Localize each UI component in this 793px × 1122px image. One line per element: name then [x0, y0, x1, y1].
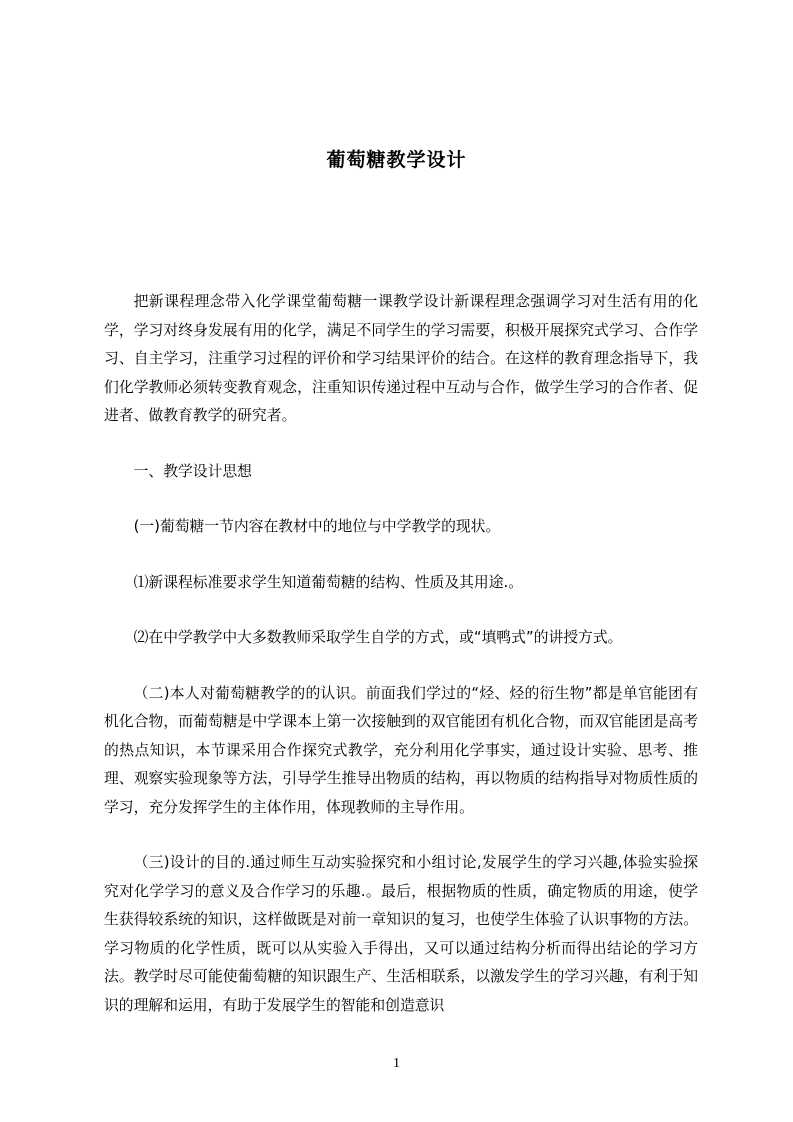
- intro-paragraph: 把新课程理念带入化学课堂葡萄糖一课教学设计新课程理念强调学习对生活有用的化学，学习对终身发展有用的化学，满足不同学生的学习需要，积极开展探究式学习、合作学习、自主学习，注重学习过程的评价和学习结果评价的结合。在这样的教育理念指导下，我们化学教师必须转变教育观念，注重知识传递过程中互动与合作，做学生学习的合作者、促进者、做教育教学的研究者。: [104, 293, 698, 424]
- subsection-paragraph-2: （二)本人对葡萄糖教学的的认识。前面我们学过的“烃、烃的衍生物”都是单官能团有机化合物，而葡萄糖是中学课本上第一次接触到的双官能团有机化合物，而双官能团是高考的热点知识，本节课采用合作探究式教学，充分利用化学事实，通过设计实验、思考、推理、观察实验现象等方法，引导学生推导出物质的结构，再以物质的结构指导对物质性质的学习，充分发挥学生的主体作用，体现教师的主导作用。: [104, 684, 698, 816]
- list-item-1: ⑴新课程标准要求学生知道葡萄糖的结构、性质及其用途.。: [133, 573, 524, 591]
- spacer: [104, 597, 698, 624]
- spacer: [104, 542, 698, 569]
- document-body: [104, 288, 698, 1020]
- page-number: 1: [393, 1056, 400, 1071]
- spacer: [104, 431, 698, 458]
- spacer: [104, 486, 698, 513]
- subsection-paragraph-3: （三)设计的目的.通过师生互动实验探究和小组讨论,发展学生的学习兴趣,体验实验探究对化学学习的意义及合作学习的乐趣.。最后，根据物质的性质，确定物质的用途，使学生获得较系统的知识，这样做既是对前一章知识的复习，也使学生体验了认识事物的方法。学习物质的化学性质，既可以从实验入手得出，又可以通过结构分析而得出结论的学习方法。教学时尽可能使葡萄糖的知识跟生产、生活相联系，以激发学生的学习兴趣，有利于知识的理解和运用，有助于发展学生的智能和创造意识: [104, 854, 698, 1014]
- list-item-2: ⑵在中学教学中大多数教师采取学生自学的方式，或“填鸭式”的讲授方式。: [133, 629, 623, 646]
- document-title: 葡萄糖教学设计: [326, 149, 467, 171]
- spacer: [104, 822, 698, 849]
- spacer: [104, 653, 698, 680]
- subsection-heading-1: (一)葡萄糖一节内容在教材中的地位与中学教学的现状。: [133, 518, 501, 535]
- section-heading: 一、教学设计思想: [133, 462, 252, 480]
